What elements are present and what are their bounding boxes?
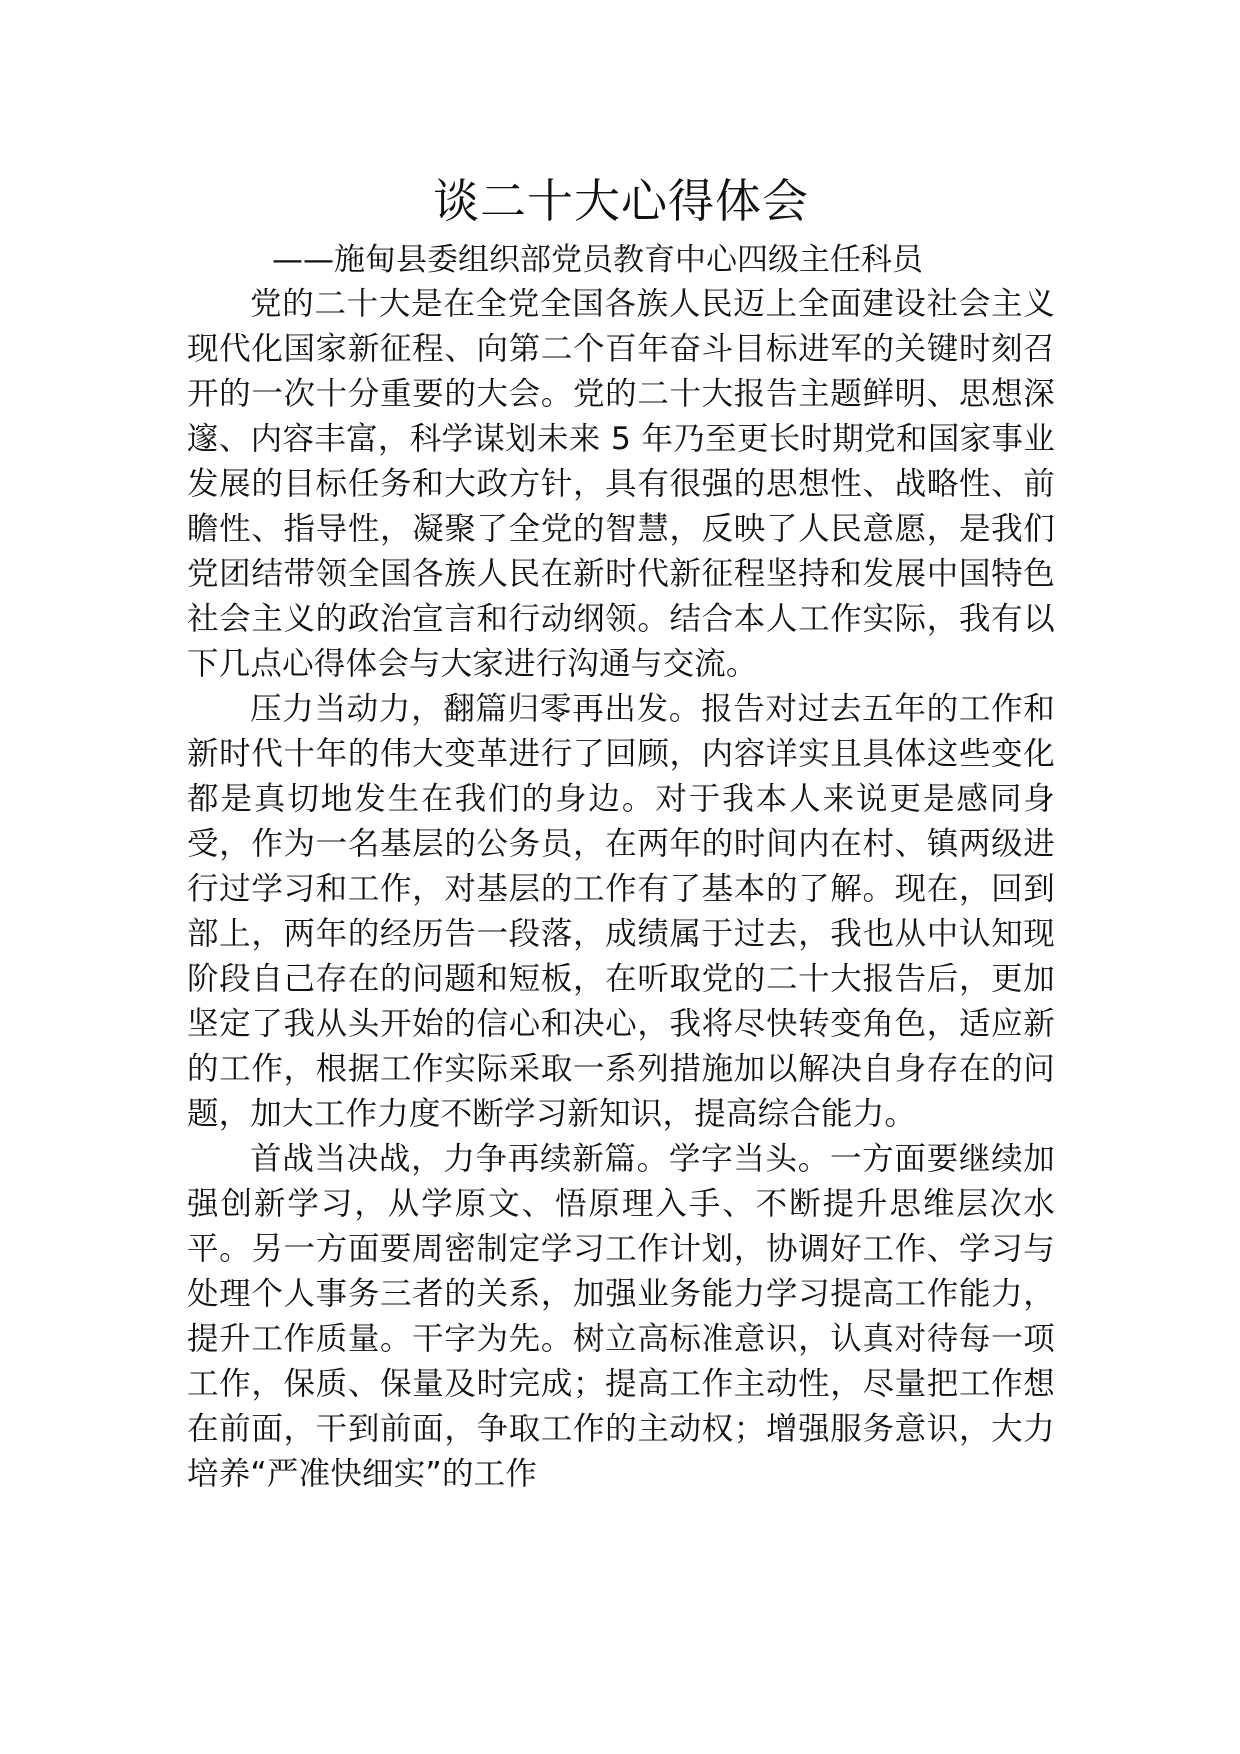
document-title: 谈二十大心得体会 [433, 174, 809, 228]
author-line: ——施甸县委组织部党员教育中心四级主任科员 [272, 242, 923, 278]
paragraph-3: 首战当决战，力争再续新篇。学字当头。一方面要继续加强创新学习，从学原文、悟原理入手、不断提升思维层次水平。另一方面要周密制定学习工作计划，协调好工作、学习与处理个人事务三者的关系，加强业务能力学习提高工作能力，提升工作质量。干字为先。树立高标准意识，认真对待每一项工作，保质、保量及时完成；提高工作主动性，尽量把工作想在前面，干到前面，争取工作的主动权；增强服务意识，大力培养“严准快细实”的工作 [187, 1141, 1055, 1492]
paragraph-1: 党的二十大是在全党全国各族人民迈上全面建设社会主义现代化国家新征程、向第二个百年奋斗目标进军的关键时刻召开的一次十分重要的大会。党的二十大报告主题鲜明、思想深邃、内容丰富，科学谋划未来 5 年乃至更长时期党和国家事业发展的目标任务和大政方针，具有很强的思想性、战略性、前瞻性、指导性，凝聚了全党的智慧，反映了人民意愿，是我们党团结带领全国各族人民在新时代新征程坚持和发展中国特色社会主义的政治宣言和行动纲领。结合本人工作实际，我有以下几点心得体会与大家进行沟通与交流。 [187, 286, 1055, 682]
paragraph-2: 压力当动力，翻篇归零再出发。报告对过去五年的工作和新时代十年的伟大变革进行了回顾，内容详实且具体这些变化都是真切地发生在我们的身边。对于我本人来说更是感同身受，作为一名基层的公务员，在两年的时间内在村、镇两级进行过学习和工作，对基层的工作有了基本的了解。现在，回到部上，两年的经历告一段落，成绩属于过去，我也从中认知现阶段自己存在的问题和短板，在听取党的二十大报告后，更加坚定了我从头开始的信心和决心，我将尽快转变角色，适应新的工作，根据工作实际采取一系列措施加以解决自身存在的问题，加大工作力度不断学习新知识，提高综合能力。 [187, 691, 1055, 1132]
document-body [187, 168, 1055, 1497]
